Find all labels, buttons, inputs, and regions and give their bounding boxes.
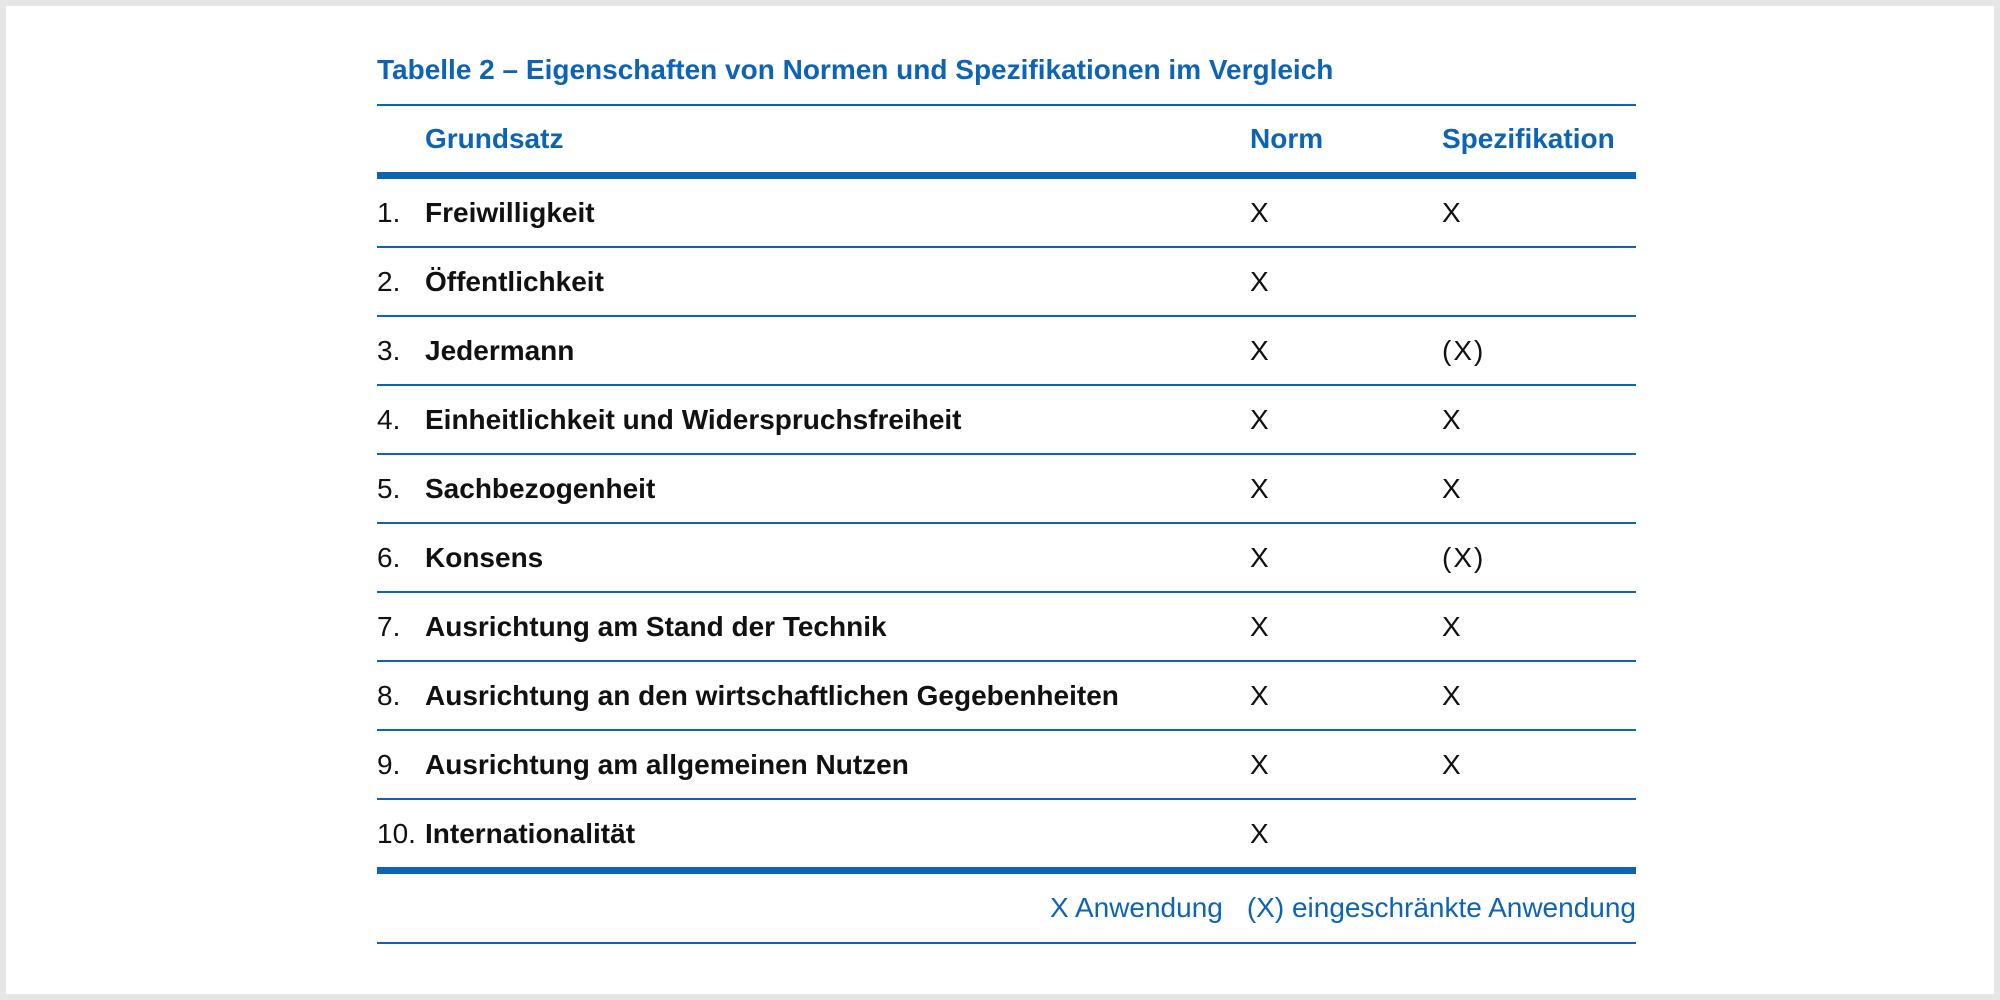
row-norm-mark: X: [1250, 541, 1269, 573]
header-grundsatz: Grundsatz: [425, 123, 564, 154]
row-number: 3.: [377, 334, 401, 366]
row-spec-mark: X: [1442, 403, 1463, 435]
table-row: [377, 248, 1636, 317]
row-number: 1.: [377, 196, 401, 228]
row-norm-mark: X: [1250, 196, 1269, 228]
table-row: [377, 455, 1636, 524]
row-norm-mark: X: [1250, 403, 1269, 435]
row-number: 6.: [377, 541, 401, 573]
row-number: 7.: [377, 610, 401, 642]
row-grundsatz: Freiwilligkeit: [425, 196, 595, 228]
table-row: [377, 386, 1636, 455]
row-grundsatz: Internationalität: [425, 817, 636, 849]
row-spec-mark: X: [1442, 610, 1463, 642]
row-norm-mark: X: [1250, 265, 1269, 297]
row-norm-mark: X: [1250, 817, 1269, 849]
table-row: [377, 317, 1636, 386]
row-norm-mark: X: [1250, 748, 1269, 780]
row-number: 9.: [377, 748, 401, 780]
row-spec-mark: X: [1442, 196, 1463, 228]
row-number: 8.: [377, 679, 401, 711]
row-grundsatz: Ausrichtung an den wirtschaftlichen Gegebenheiten: [425, 679, 1119, 711]
header-spezifikation: Spezifikation: [1442, 123, 1615, 154]
legend-anwendung: X Anwendung: [1050, 892, 1223, 923]
row-spec-mark: (X): [1442, 334, 1486, 366]
bottom-rule: [377, 867, 1636, 874]
row-grundsatz: Einheitlichkeit und Widerspruchsfreiheit: [425, 403, 962, 435]
document-page: [6, 6, 1994, 994]
row-spec-mark: X: [1442, 748, 1463, 780]
row-grundsatz: Jedermann: [425, 334, 575, 366]
table-header-row: [377, 106, 1636, 172]
row-spec-mark: (X): [1442, 541, 1486, 573]
table-row: [377, 800, 1636, 867]
header-rule: [377, 172, 1636, 179]
row-number: 4.: [377, 403, 401, 435]
row-grundsatz: Öffentlichkeit: [425, 265, 604, 297]
table-legend: [377, 874, 1636, 944]
row-number: 10.: [377, 817, 416, 849]
row-norm-mark: X: [1250, 334, 1269, 366]
row-grundsatz: Ausrichtung am Stand der Technik: [425, 610, 887, 642]
row-grundsatz: Ausrichtung am allgemeinen Nutzen: [425, 748, 909, 780]
row-grundsatz: Konsens: [425, 541, 544, 573]
row-spec-mark: X: [1442, 472, 1463, 504]
row-number: 2.: [377, 265, 401, 297]
comparison-table: [377, 48, 1636, 944]
row-norm-mark: X: [1250, 610, 1269, 642]
table-row: [377, 593, 1636, 662]
header-norm: Norm: [1250, 123, 1324, 154]
table-body: [377, 179, 1636, 867]
table-row: [377, 662, 1636, 731]
row-grundsatz: Sachbezogenheit: [425, 472, 656, 504]
row-spec-mark: X: [1442, 679, 1463, 711]
row-norm-mark: X: [1250, 472, 1269, 504]
table-caption: Tabelle 2 – Eigenschaften von Normen und Spezifikationen im Vergleich: [377, 54, 1334, 85]
table-row: [377, 179, 1636, 248]
table-row: [377, 731, 1636, 800]
row-norm-mark: X: [1250, 679, 1269, 711]
legend-eingeschraenkt: (X) eingeschränkte Anwendung: [1246, 892, 1636, 923]
row-number: 5.: [377, 472, 401, 504]
table-row: [377, 524, 1636, 593]
